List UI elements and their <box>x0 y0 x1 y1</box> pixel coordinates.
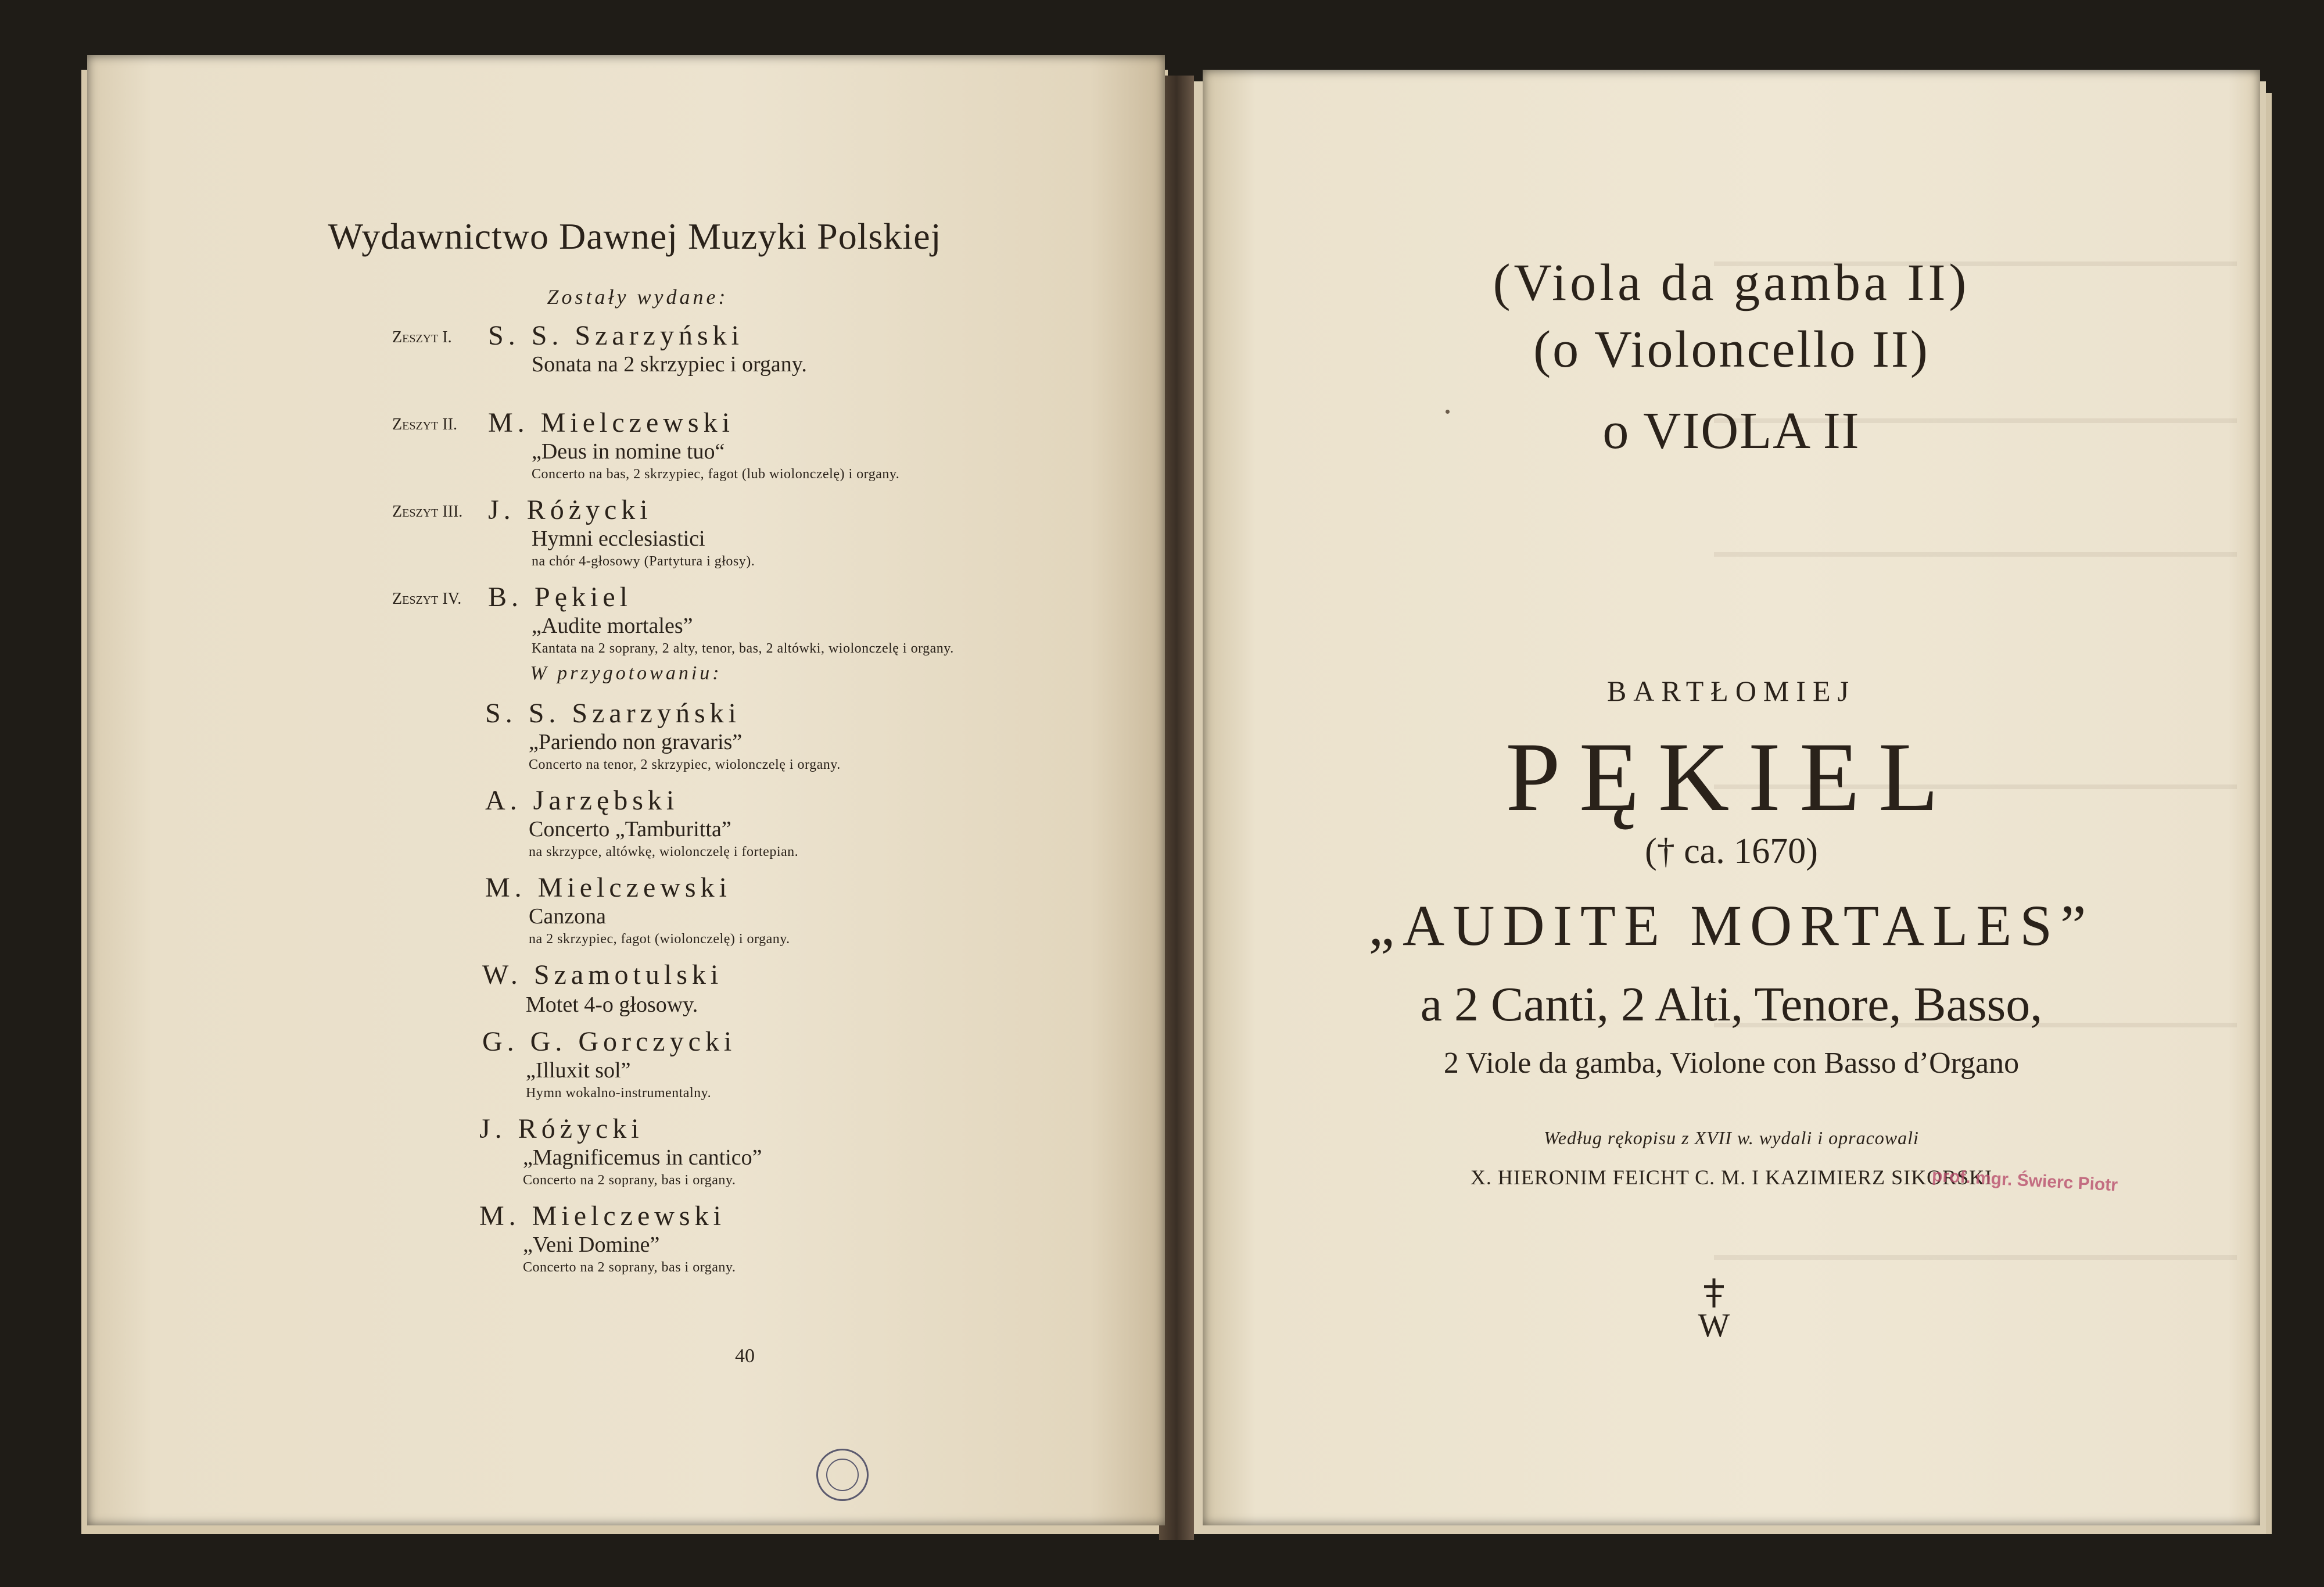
right-page <box>1203 70 2260 1525</box>
composer-first-name: BARTŁOMIEJ <box>1606 675 1856 707</box>
published-heading: Zostały wydane: <box>547 285 729 309</box>
part-name-line2: (o Violoncello II) <box>1533 321 1930 378</box>
work-title: Sonata na 2 skrzypiec i organy. <box>532 352 807 377</box>
work-description: Concerto na 2 soprany, bas i organy. <box>523 1260 736 1275</box>
editors-names: X. HIERONIM FEICHT C. M. I KAZIMIERZ SIKORSKI <box>1470 1166 1993 1189</box>
work-description: Kantata na 2 soprany, 2 alty, tenor, bas, 2 altówki, wiolonczelę i organy. <box>532 641 954 656</box>
work-title: Hymni ecclesiastici <box>532 526 705 551</box>
scoring-line2: 2 Viole da gamba, Violone con Basso d’Organo <box>1443 1047 2020 1080</box>
work-description: na 2 skrzypiec, fagot (wiolonczelę) i organy. <box>529 932 790 947</box>
work-title: „Illuxit sol” <box>526 1058 631 1083</box>
work-title: „Deus in nomine tuo“ <box>532 439 725 464</box>
page-number: 40 <box>735 1345 755 1367</box>
scoring-line1: a 2 Canti, 2 Alti, Tenore, Basso, <box>1420 977 2043 1031</box>
composer-name: S. S. Szarzyński <box>488 320 744 351</box>
work-title: „Pariendo non gravaris” <box>529 730 743 754</box>
in-preparation-heading: W przygotowaniu: <box>530 662 722 684</box>
volume-label: Zeszyt IV. <box>392 590 462 608</box>
work-title: „Audite mortales” <box>532 614 693 638</box>
work-description: Concerto na bas, 2 skrzypiec, fagot (lub wiolonczelę) i organy. <box>532 467 900 482</box>
composer-name: J. Różycki <box>479 1113 644 1144</box>
work-description: Concerto na tenor, 2 skrzypiec, wiolonczelę i organy. <box>529 757 841 772</box>
series-header: Wydawnictwo Dawnej Muzyki Polskiej <box>328 216 942 257</box>
work-description: Hymn wokalno-instrumentalny. <box>526 1086 712 1101</box>
composer-name: A. Jarzębski <box>485 785 679 816</box>
composer-name: M. Mielczewski <box>488 407 734 438</box>
work-title: „AUDITE MORTALES” <box>1368 893 2095 958</box>
part-name-line3: o VIOLA II <box>1602 402 1860 460</box>
library-stamp-icon <box>816 1449 869 1501</box>
composer-name: B. Pękiel <box>488 582 632 612</box>
work-description: na skrzypce, altówkę, wiolonczelę i fortepian. <box>529 844 799 859</box>
work-title: Motet 4-o głosowy. <box>526 993 698 1017</box>
work-description: na chór 4-głosowy (Partytura i głosy). <box>532 554 755 569</box>
composer-last-name: PĘKIEL <box>1505 722 1957 832</box>
left-page <box>87 55 1165 1525</box>
volume-label: Zeszyt I. <box>392 328 452 346</box>
part-name-line1: (Viola da gamba II) <box>1493 254 1970 311</box>
work-title: Canzona <box>529 904 606 929</box>
composer-name: M. Mielczewski <box>479 1201 726 1231</box>
volume-label: Zeszyt II. <box>392 415 457 434</box>
edition-note: Według rękopisu z XVII w. wydali i opracowali <box>1544 1127 1919 1148</box>
volume-label: Zeszyt III. <box>392 503 463 521</box>
work-title: „Veni Domine” <box>523 1233 660 1257</box>
work-title: Concerto „Tamburitta” <box>529 817 731 841</box>
composer-name: G. G. Gorczycki <box>482 1026 737 1057</box>
composer-name: S. S. Szarzyński <box>485 698 741 729</box>
composer-dates: († ca. 1670) <box>1645 832 1818 871</box>
composer-name: M. Mielczewski <box>485 872 731 903</box>
publisher-logo-icon <box>1694 1278 1734 1345</box>
composer-name: W. Szamotulski <box>482 959 723 990</box>
svg-text:W: W <box>1698 1306 1730 1342</box>
work-title: „Magnificemus in cantico” <box>523 1145 762 1170</box>
work-description: Concerto na 2 soprany, bas i organy. <box>523 1173 736 1188</box>
composer-name: J. Różycki <box>488 495 652 525</box>
owner-stamp: prof. mgr. Świerc Piotr <box>1931 1166 2118 1195</box>
